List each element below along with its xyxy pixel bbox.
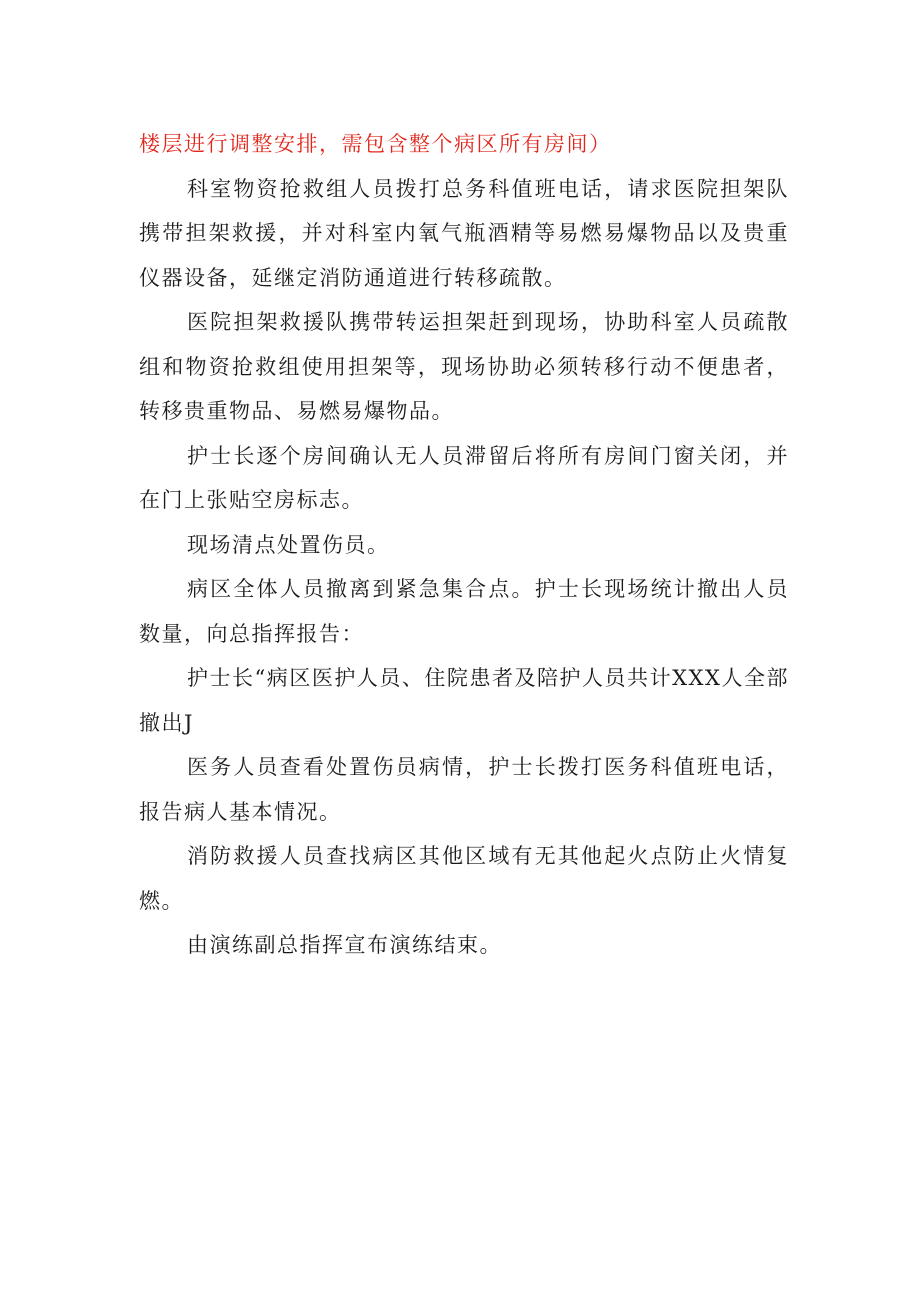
document-body xyxy=(139,122,789,968)
paragraph-red-note: 楼层进行调整安排，需包含整个病区所有房间） xyxy=(139,132,612,156)
paragraph-drill-end: 由演练副总指挥宣布演练结束。 xyxy=(187,933,502,957)
paragraph-fire-search: 消防救援人员查找病区其他区域有无其他起火点防止火情复燃。 xyxy=(139,844,789,913)
paragraph-evacuation: 病区全体人员撤离到紧急集合点。护士长现场统计撤出人员数量，向总指挥报告： xyxy=(139,577,789,646)
paragraph-casualty-count: 现场清点处置伤员。 xyxy=(187,532,390,557)
paragraph-material-rescue: 科室物资抢救组人员拨打总务科值班电话，请求医院担架队携带担架救援，并对科室内氧气瓶酒精等易燃易爆物品以及贵重仪器设备，延继定消防通道进行转移疏散。 xyxy=(139,176,789,290)
paragraph-stretcher-team: 医院担架救援队携带转运担架赶到现场，协助科室人员疏散组和物资抢救组使用担架等，现场协助必须转移行动不便患者，转移贵重物品、易燃易爆物品。 xyxy=(139,310,789,423)
paragraph-medical-check: 医务人员查看处置伤员病情，护士长拨打医务科值班电话，报告病人基本情况。 xyxy=(139,755,789,824)
paragraph-head-nurse-report: 护士长“病区医护人员、住院患者及陪护人员共计XXX人全部撤出J xyxy=(139,666,789,735)
paragraph-room-check: 护士长逐个房间确认无人员滞留后将所有房间门窗关闭，并在门上张贴空房标志。 xyxy=(139,443,789,512)
